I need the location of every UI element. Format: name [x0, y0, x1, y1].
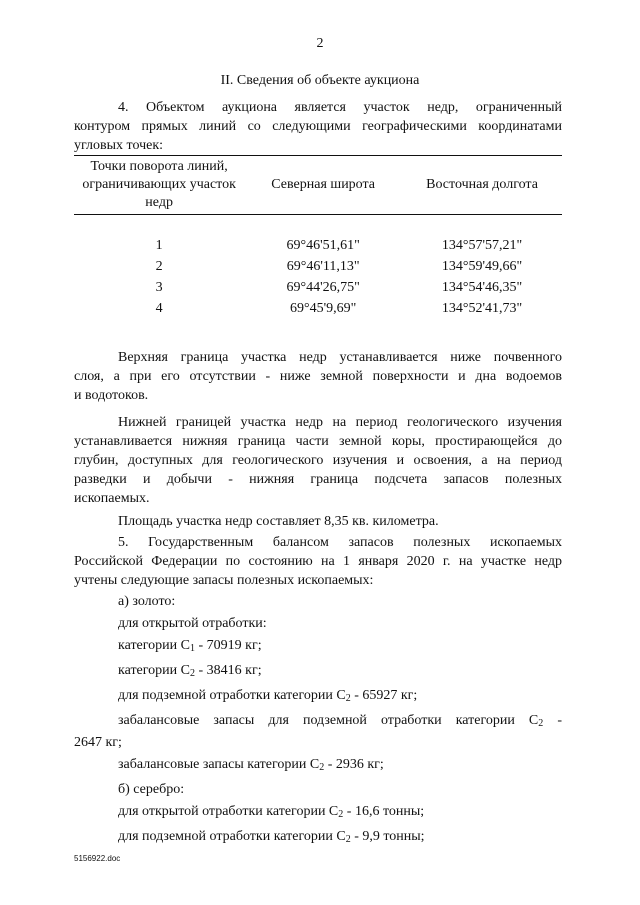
- gold-underground: для подземной отработки категории $C_2 - 65927$ кг;: [118, 688, 418, 704]
- gold-heading: а) золото:: [118, 594, 176, 609]
- area-text: Площадь участка недр составляет 8,35 кв. километра.: [118, 514, 439, 529]
- text-line: слоя, а при его отсутствии - ниже земной поверхности и дна водоемов: [74, 369, 562, 384]
- text-line: 5. Государственным балансом запасов полезных ископаемых: [118, 535, 562, 550]
- table-row: [74, 277, 562, 298]
- gold-c1: категории $C_1 - 70919$ кг;: [118, 638, 262, 654]
- longitude: 134°52'41,73": [441, 300, 523, 316]
- gold-offbalance-underground-cont: 2647 кг;: [74, 735, 122, 750]
- section-title: II. Сведения об объекте аукциона: [220, 73, 420, 88]
- longitude: 134°57'57,21": [441, 237, 523, 253]
- silver-underground: для подземной отработки категории $C_2 - 9,9$ тонны;: [118, 829, 425, 845]
- text-line: 4. Объектом аукциона является участок недр, ограниченный: [118, 100, 562, 115]
- text-line: разведки и добычи - нижняя граница подсчета запасов полезных: [74, 472, 562, 487]
- longitude: 134°59'49,66": [441, 258, 523, 274]
- header-longitude: Восточная долгота: [426, 177, 538, 192]
- table-header-row: [74, 156, 562, 215]
- latitude: 69°46'51,61": [286, 237, 360, 253]
- text-line: и водотоков.: [74, 388, 149, 403]
- table-row: [74, 235, 562, 256]
- table-row: [74, 298, 562, 319]
- page-number: 2: [316, 36, 324, 51]
- text-line: контуром прямых линий со следующими географическими координатами: [74, 119, 562, 134]
- paragraph-4: [74, 98, 562, 155]
- text-line: глубин, доступных для геологического изучения и освоения, а на период: [74, 453, 562, 468]
- text-line: учтены следующие запасы полезных ископаемых:: [74, 573, 374, 588]
- header-latitude: Северная широта: [271, 177, 375, 192]
- longitude: 134°54'46,35": [441, 279, 523, 295]
- latitude: 69°46'11,13": [286, 258, 360, 274]
- text-line: Российской Федерации по состоянию на 1 января 2020 г. на участке недр: [74, 554, 562, 569]
- point-number: 3: [155, 279, 163, 295]
- coordinates-table: [74, 155, 562, 319]
- gold-c2: категории $C_2 - 38416$ кг;: [118, 663, 262, 679]
- silver-heading: б) серебро:: [118, 782, 185, 797]
- text-line: угловых точек:: [74, 138, 164, 153]
- point-number: 1: [155, 237, 163, 253]
- gold-open-pit: для открытой отработки:: [118, 616, 267, 631]
- silver-open: для открытой отработки категории $C_2 - 16,6$ тонны;: [118, 804, 425, 820]
- point-number: 2: [155, 258, 163, 274]
- text-line: Верхняя граница участка недр устанавливается ниже почвенного: [118, 350, 562, 365]
- text-line: устанавливается нижняя граница части земной коры, простирающейся до: [74, 434, 562, 449]
- footer-filename: 5156922.doc: [74, 854, 121, 863]
- gold-offbalance-underground: забалансовые запасы для подземной отработки категории $C_2$ -: [118, 713, 563, 729]
- text-line: Нижней границей участка недр на период геологического изучения: [118, 415, 562, 430]
- text-block: [74, 348, 563, 849]
- table-row: [74, 256, 562, 277]
- point-number: 4: [155, 300, 163, 316]
- header-points: Точки поворота линий, ограничивающих участок недр: [82, 159, 236, 210]
- latitude: 69°45'9,69": [289, 300, 357, 316]
- gold-offbalance: забалансовые запасы категории $C_2 - 2936$ кг;: [118, 757, 384, 773]
- latitude: 69°44'26,75": [286, 279, 360, 295]
- text-line: ископаемых.: [74, 491, 150, 506]
